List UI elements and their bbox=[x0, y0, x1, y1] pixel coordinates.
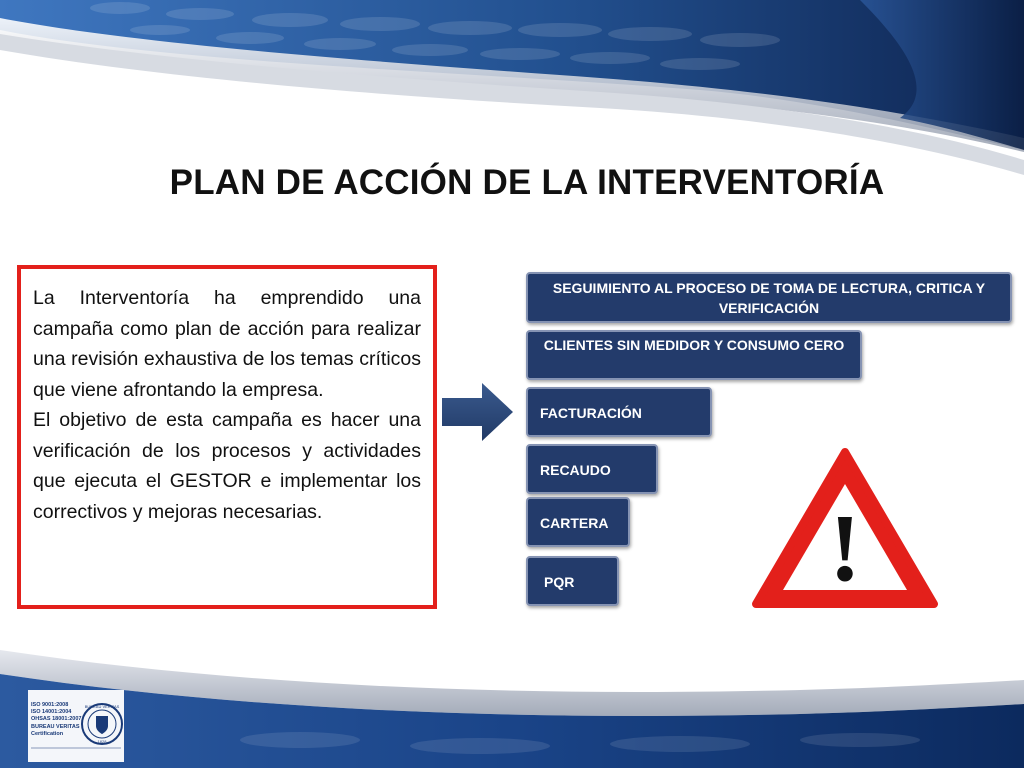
bureau-veritas-seal-icon bbox=[82, 704, 122, 744]
cert-line: ISO 9001:2008 bbox=[31, 702, 69, 708]
certification-badge bbox=[28, 690, 124, 762]
step-label: RECAUDO bbox=[540, 462, 611, 478]
cert-line: Certification bbox=[31, 731, 64, 737]
slide-title: PLAN DE ACCIÓN DE LA INTERVENTORÍA bbox=[169, 163, 885, 202]
step-seguimiento-lectura bbox=[526, 272, 1012, 323]
intro-paragraph: La Interventoría ha emprendido una campaña como plan de acción para realizar una revisión exhaustiva de los temas críticos que viene afrontando la empresa. bbox=[33, 287, 421, 401]
warning-triangle-icon bbox=[750, 446, 940, 612]
objective-paragraph: El objetivo de esta campaña es hacer una verificación de los procesos y actividades que ejecuta el GESTOR e implementar los correctivos y mejoras necesarias. bbox=[33, 409, 421, 523]
step-label: FACTURACIÓN bbox=[540, 405, 642, 421]
intro-text-box bbox=[17, 265, 437, 609]
top-wave-banner bbox=[0, 0, 1024, 175]
bottom-wave-banner bbox=[0, 640, 1024, 768]
seal-year: 1828 bbox=[97, 739, 107, 744]
cert-line: BUREAU VERITAS bbox=[31, 724, 80, 730]
step-pqr bbox=[526, 556, 619, 606]
right-arrow-icon bbox=[440, 381, 515, 443]
step-clientes-sin-medidor bbox=[526, 330, 862, 380]
warning-exclamation: ! bbox=[829, 494, 861, 601]
step-facturacion bbox=[526, 387, 712, 437]
cert-line: ISO 14001:2004 bbox=[31, 709, 72, 715]
cert-line: OHSAS 18001:2007 bbox=[31, 716, 82, 722]
seal-text: BUREAU VERITAS bbox=[84, 704, 120, 709]
step-recaudo bbox=[526, 444, 658, 494]
step-cartera bbox=[526, 497, 630, 547]
step-label: CLIENTES SIN MEDIDOR Y CONSUMO CERO bbox=[543, 337, 845, 353]
step-label: CARTERA bbox=[540, 515, 609, 531]
step-label: PQR bbox=[544, 574, 575, 590]
step-label: SEGUIMIENTO AL PROCESO DE TOMA DE LECTURA, CRITICA Y VERIFICACIÓN bbox=[552, 280, 986, 316]
